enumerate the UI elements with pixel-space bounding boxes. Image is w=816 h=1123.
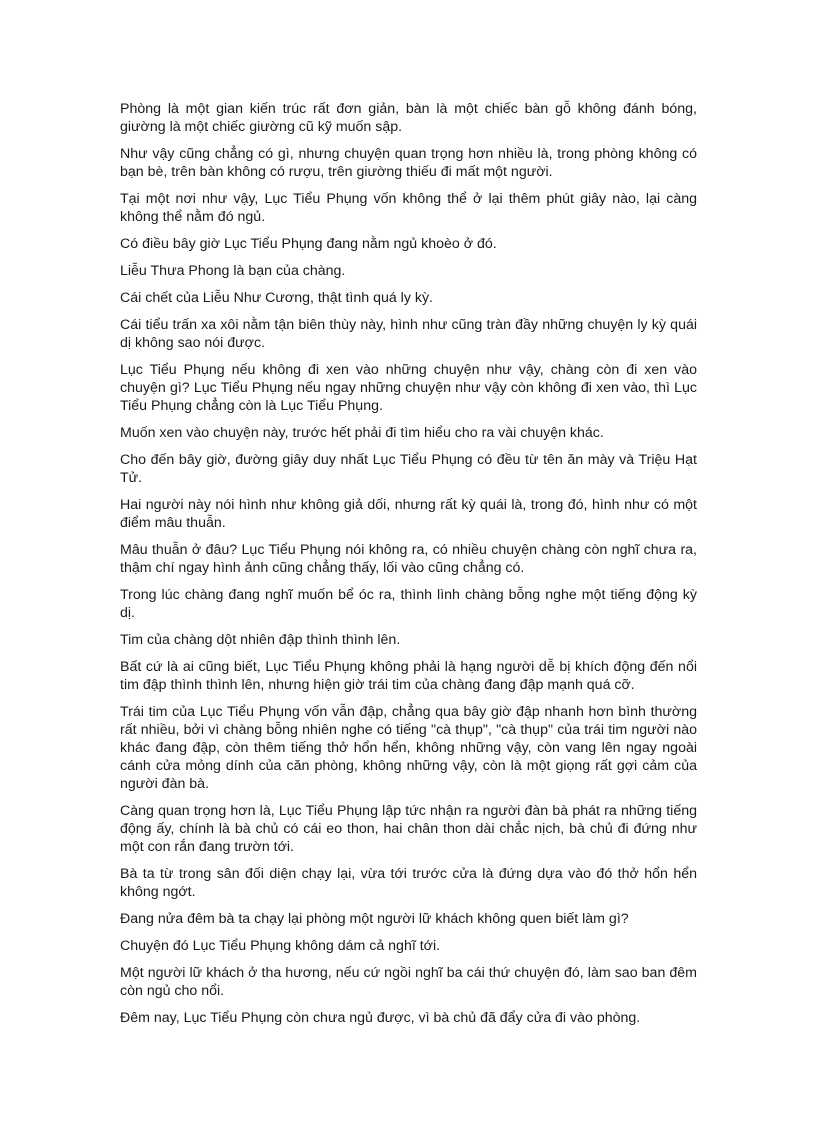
paragraph: Như vậy cũng chẳng có gì, nhưng chuyện quan trọng hơn nhiều là, trong phòng không có bạn bè, trên bàn không có rượu, trên giường thiếu đi mất một người.: [120, 146, 697, 180]
paragraph: Chuyện đó Lục Tiểu Phụng không dám cả nghĩ tới.: [120, 938, 441, 954]
document-page: [120, 100, 697, 1036]
paragraph: Trong lúc chàng đang nghĩ muốn bể óc ra, thình lình chàng bỗng nghe một tiếng động kỳ dị.: [120, 587, 697, 621]
paragraph: Một người lữ khách ở tha hương, nếu cứ ngồi nghĩ ba cái thứ chuyện đó, làm sao ban đêm còn ngủ cho nổi.: [120, 965, 697, 999]
paragraph: Lục Tiểu Phụng nếu không đi xen vào những chuyện như vậy, chàng còn đi xen vào chuyện gì? Lục Tiểu Phụng nếu ngay những chuyện như vậy còn không đi xen vào, thì Lục Tiểu Phụng chẳng còn là Lục Tiểu Phụng.: [120, 362, 697, 414]
paragraph: Cái tiểu trấn xa xôi nằm tận biên thùy này, hình như cũng tràn đầy những chuyện ly kỳ quái dị không sao nói được.: [120, 317, 697, 351]
paragraph: Tim của chàng dột nhiên đập thình thình lên.: [120, 632, 401, 648]
paragraph: Cho đến bây giờ, đường giây duy nhất Lục Tiểu Phụng có đều từ tên ăn mày và Triệu Hạt Tử.: [120, 452, 697, 486]
paragraph: Trái tim của Lục Tiểu Phụng vốn vẫn đập, chẳng qua bây giờ đập nhanh hơn bình thường rất nhiều, bởi vì chàng bỗng nhiên nghe có tiếng "cà thụp", "cà thụp" của trái tim người nào khác đang đập, còn thêm tiếng thở hổn hển, không những vậy, còn vang lên ngay ngoài cánh cửa mỏng dính của căn phòng, không những vậy, còn là một giọng rất gợi cảm của người đàn bà.: [120, 704, 697, 792]
paragraph: Liễu Thưa Phong là bạn của chàng.: [120, 263, 346, 279]
paragraph: Muốn xen vào chuyện này, trước hết phải đi tìm hiểu cho ra vài chuyện khác.: [120, 425, 604, 441]
paragraph: Có điều bây giờ Lục Tiểu Phụng đang nằm ngủ khoèo ở đó.: [120, 236, 497, 252]
paragraph: Tại một nơi như vậy, Lục Tiểu Phụng vốn không thể ở lại thêm phút giây nào, lại càng không thể nằm đó ngủ.: [120, 191, 697, 225]
paragraph: Cái chết của Liễu Như Cương, thật tình quá ly kỳ.: [120, 290, 433, 306]
paragraph: Phòng là một gian kiến trúc rất đơn giản, bàn là một chiếc bàn gỗ không đánh bóng, giường là một chiếc giường cũ kỹ muốn sập.: [120, 101, 697, 135]
paragraph: Mâu thuẫn ở đâu? Lục Tiểu Phụng nói không ra, có nhiều chuyện chàng còn nghĩ chưa ra, thậm chí ngay hình ảnh cũng chẳng thấy, lối vào cũng chẳng có.: [120, 542, 697, 576]
paragraph: Bất cứ là ai cũng biết, Lục Tiểu Phụng không phải là hạng người dễ bị khích động đến nổi tim đập thình thình lên, nhưng hiện giờ trái tim của chàng đang đập mạnh quá cỡ.: [120, 659, 697, 693]
paragraph: Bà ta từ trong sân đối diện chạy lại, vừa tới trước cửa là đứng dựa vào đó thở hổn hển không ngớt.: [120, 866, 697, 900]
paragraph: Càng quan trọng hơn là, Lục Tiểu Phụng lập tức nhận ra người đàn bà phát ra những tiếng động ấy, chính là bà chủ có cái eo thon, hai chân thon dài chắc nịch, bà chủ đi đứng như một con rắn đang trườn tới.: [120, 803, 697, 855]
paragraph: Đang nửa đêm bà ta chạy lại phòng một người lữ khách không quen biết làm gì?: [120, 911, 629, 927]
paragraph: Đêm nay, Lục Tiểu Phụng còn chưa ngủ được, vì bà chủ đã đẩy cửa đi vào phòng.: [120, 1010, 641, 1026]
paragraph: Hai người này nói hình như không giả dối, nhưng rất kỳ quái là, trong đó, hình như có một điểm mâu thuẫn.: [120, 497, 697, 531]
